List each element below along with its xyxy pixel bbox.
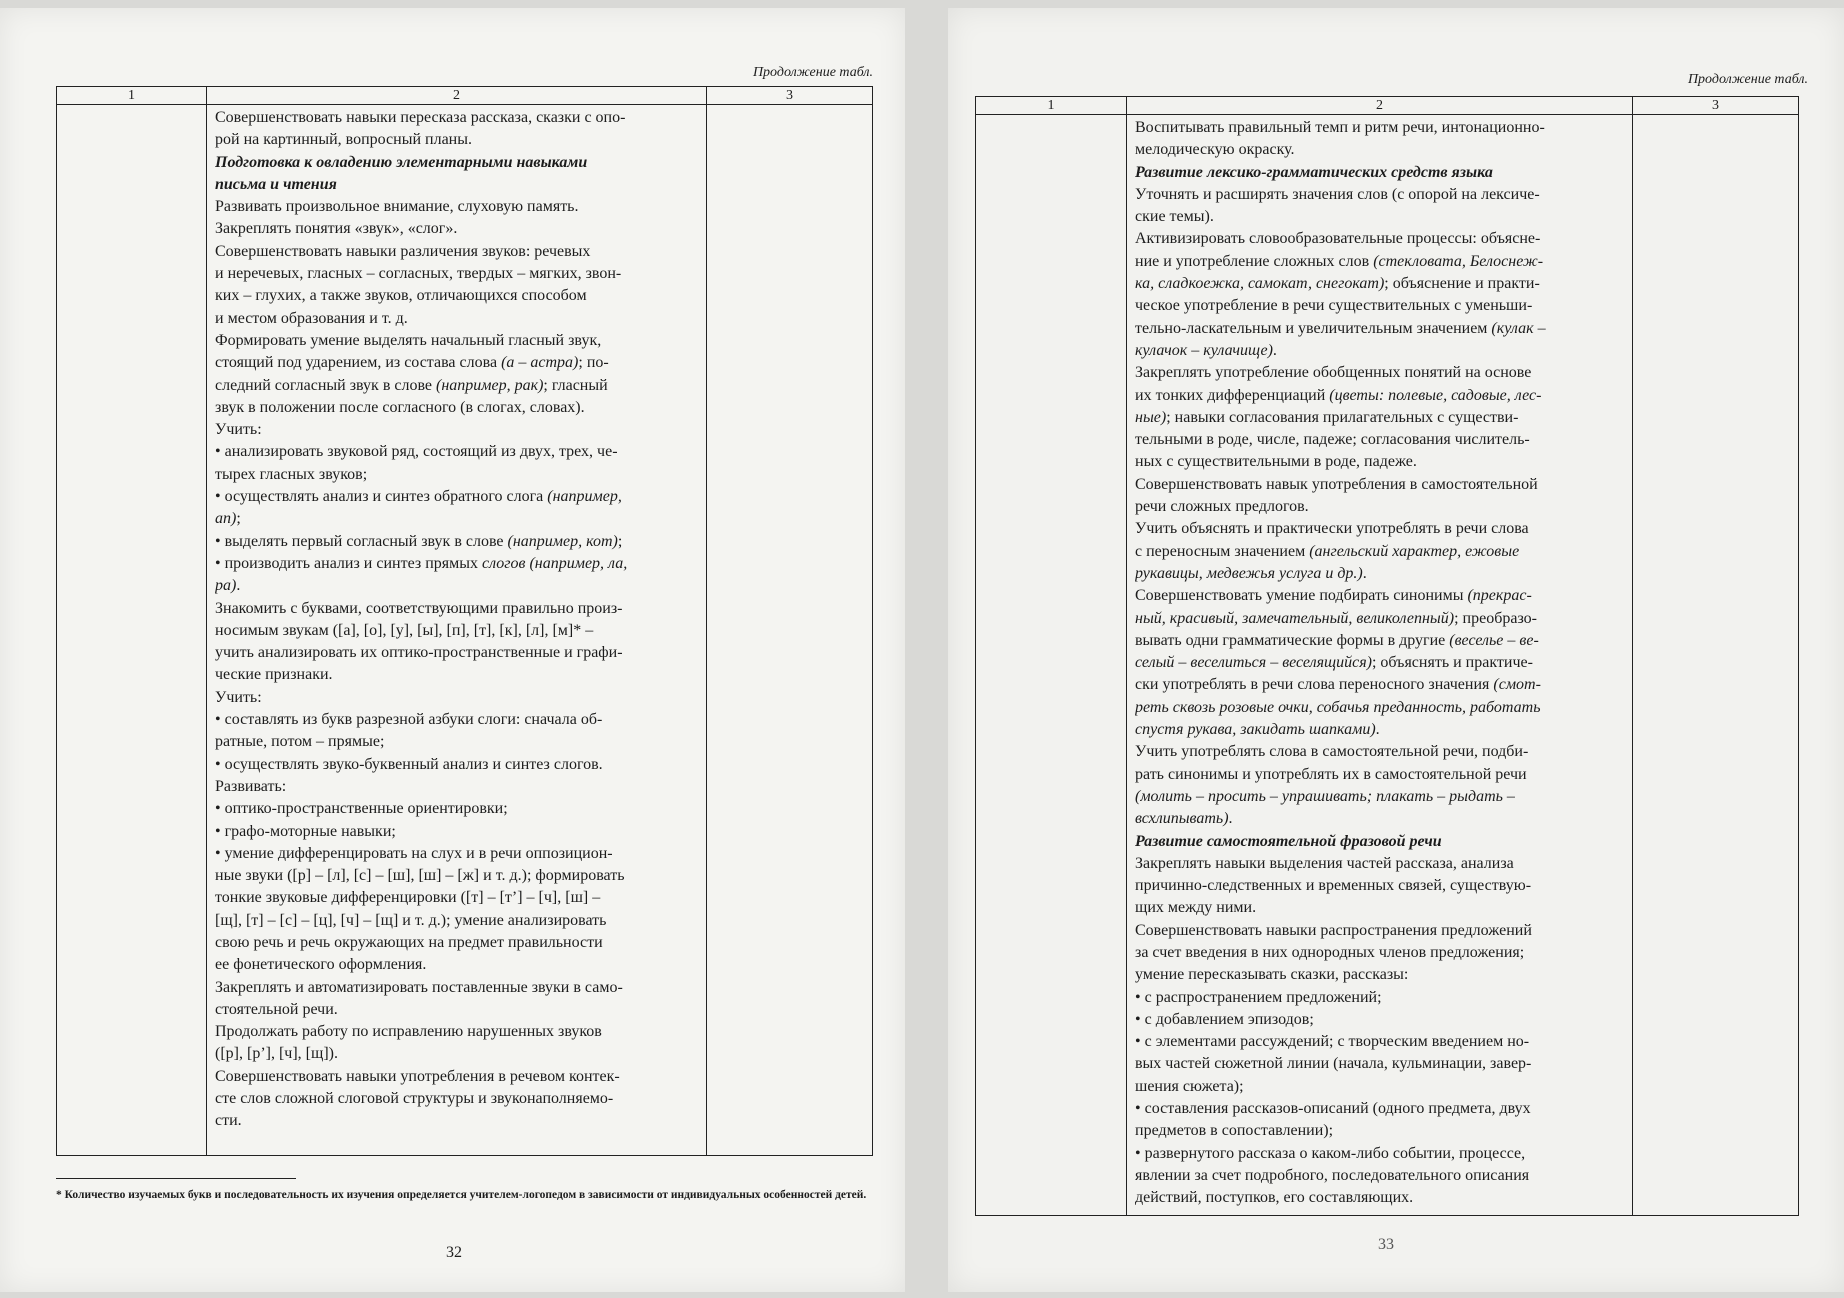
line-text: Совершенствовать навыки употребления в речевом контек- [215,1067,620,1085]
column-header-3: 3 [1633,97,1799,115]
text-line [215,464,698,486]
text-line [1135,295,1624,317]
text-line [1135,1165,1624,1187]
text-line [215,664,698,686]
line-text: ([р], [р’], [ч], [щ]). [215,1045,338,1063]
column-header-2: 2 [1127,97,1633,115]
text-line [215,508,698,530]
text-line [1135,853,1624,875]
text-line [215,620,698,642]
italic-example: ра) [215,577,237,595]
italic-example: ный, красивый, замечательный, великолепный) [1135,609,1455,627]
text-line [215,129,698,151]
line-text: сти. [215,1112,242,1130]
line-tail: ; [236,510,241,528]
line-text: речи сложных предлогов. [1135,498,1309,516]
line-text: Закреплять понятия «звук», «слог». [215,220,458,238]
line-text: за счет введения в них однородных членов предложения; [1135,943,1525,961]
section-heading [1135,831,1624,853]
text-line [1135,808,1624,830]
line-text: • анализировать звуковой ряд, состоящий из двух, трех, че- [215,443,618,461]
line-text: ратные, потом – прямые; [215,733,385,751]
italic-example: (молить – просить – упрашивать; плакать – рыдать – [1135,787,1515,805]
line-text: • осуществлять звуко-буквенный анализ и синтез слогов. [215,755,603,773]
line-text: Развивать: [215,777,287,795]
text-line [1135,1120,1624,1142]
line-text: • оптико-пространственные ориентировки; [215,800,508,818]
line-text: Знакомить с буквами, соответствующими правильно произ- [215,599,623,617]
italic-example: (ангельский характер, ежовые [1309,542,1520,560]
text-line [1135,563,1624,585]
text-line [215,107,698,129]
line-text: • с элементами рассуждений; с творческим введением но- [1135,1033,1530,1051]
text-line [1135,786,1624,808]
line-text: Продолжать работу по исправлению нарушенных звуков [215,1023,602,1041]
column-2-cell [1127,115,1633,1216]
line-text: • составлять из букв разрезной азбуки слоги: сначала об- [215,711,603,729]
text-line [1135,541,1624,563]
line-text: шения сюжета); [1135,1077,1244,1095]
line-tail: . [1375,721,1380,739]
line-text: ние и употребление сложных слов [1135,252,1374,270]
text-line [215,687,698,709]
line-text: предметов в сопоставлении); [1135,1122,1334,1140]
text-line [215,1021,698,1043]
line-text: щих между ними. [1135,899,1257,917]
line-text: Закреплять навыки выделения частей рассказа, анализа [1135,854,1514,872]
line-text: Совершенствовать навыки пересказа рассказа, сказки с опо- [215,109,626,126]
line-text: Воспитывать правильный темп и ритм речи, интонационно- [1135,119,1545,136]
text-line [215,1110,698,1132]
text-line [1135,1187,1624,1209]
line-text: носимым звукам ([а], [о], [у], [ы], [п], [т], [к], [л], [м]* – [215,621,594,639]
text-line [215,486,698,508]
line-text: ские темы). [1135,208,1214,226]
line-text: вывать одни грамматические формы в другие [1135,631,1450,649]
line-text: • графо-моторные навыки; [215,822,396,840]
text-line [1135,942,1624,964]
line-text: явлении за счет подробного, последовательного описания [1135,1166,1530,1184]
italic-example: (смот- [1493,676,1541,694]
line-text: и местом образования и т. д. [215,309,408,327]
text-line [215,754,698,776]
page-number: 33 [1378,1236,1394,1253]
text-line [215,709,698,731]
line-text: Закреплять и автоматизировать поставленные звуки в само- [215,978,623,996]
column-header-2: 2 [207,87,707,105]
line-text: Учить: [215,421,262,439]
text-line [1135,697,1624,719]
text-line [1135,362,1624,384]
text-line [1135,385,1624,407]
text-line [1135,1076,1624,1098]
page-number: 32 [446,1244,462,1261]
line-text: [щ], [т] – [с] – [ц], [ч] – [щ] и т. д.); умение анализировать [215,911,607,929]
line-text: письма и чтения [215,175,337,193]
line-text: • выделять первый согласный звук в слове [215,532,508,550]
text-line [1135,764,1624,786]
italic-example: слогов (например, ла, [482,554,628,572]
line-text: умение пересказывать сказки, рассказы: [1135,966,1409,984]
italic-example: (а – астра) [501,354,579,372]
text-line [215,419,698,441]
line-text: мелодическую окраску. [1135,141,1295,159]
text-line [1135,518,1624,540]
line-text: Формировать умение выделять начальный гласный звук, [215,331,602,349]
text-line [215,397,698,419]
text-line [1135,741,1624,763]
text-line [1135,273,1624,295]
text-line [215,731,698,753]
italic-example: (например, рак) [436,376,544,394]
text-line [1135,251,1624,273]
text-line [215,642,698,664]
text-line [1135,1143,1624,1165]
text-line [215,1043,698,1065]
line-text: Совершенствовать навык употребления в самостоятельной [1135,475,1538,493]
line-text: ких – глухих, а также звуков, отличающихся способом [215,287,587,305]
text-line [1135,1009,1624,1031]
text-line [215,910,698,932]
line-text: Учить: [215,688,262,706]
text-line [1135,897,1624,919]
section-heading [1135,162,1624,184]
text-line [1135,674,1624,696]
text-line [1135,1053,1624,1075]
text-line [215,330,698,352]
line-text: • развернутого рассказа о каком-либо событии, процессе, [1135,1144,1526,1162]
line-text: тырех гласных звуков; [215,465,368,483]
table-row [57,105,873,1156]
column-1-cell [976,115,1127,1216]
line-text: Совершенствовать навыки различения звуков: речевых [215,242,591,260]
line-text: сте слов сложной слоговой структуры и звуконаполняемо- [215,1090,614,1108]
text-line [1135,429,1624,451]
text-line [1135,340,1624,362]
column-3-cell [707,105,873,1156]
line-tail: . [1228,810,1233,828]
italic-example: спустя рукава, закидать шапками) [1135,721,1376,739]
text-line [1135,585,1624,607]
column-header-3: 3 [707,87,873,105]
text-line [215,375,698,397]
column-header-1: 1 [57,87,207,105]
text-line [215,821,698,843]
line-text: тельно-ласкательным и увеличительным значением [1135,319,1492,337]
text-line [1135,496,1624,518]
column-2-cell [207,105,707,1156]
table-header-row [976,97,1799,115]
italic-example: (кулак – [1491,319,1546,337]
text-line [1135,139,1624,161]
line-text: Развитие самостоятельной фразовой речи [1135,832,1442,850]
line-text: ее фонетического оформления. [215,956,427,974]
text-line [1135,1031,1624,1053]
text-line [215,308,698,330]
line-text: их тонких дифференциаций [1135,386,1330,404]
text-line [1135,719,1624,741]
text-line [1135,608,1624,630]
line-text: ческие признаки. [215,666,333,684]
line-text: учить анализировать их оптико-пространственные и графи- [215,644,623,662]
italic-example: всхлипывать) [1135,810,1229,828]
italic-example: (цветы: полевые, садовые, лес- [1329,386,1542,404]
text-line [215,598,698,620]
text-line [215,531,698,553]
line-text: Активизировать словообразовательные процессы: объясне- [1135,230,1541,248]
line-text: стоятельной речи. [215,1000,338,1018]
italic-example: (например, кот) [507,532,618,550]
text-line [215,999,698,1021]
section-heading [215,174,698,196]
line-text: Совершенствовать умение подбирать синонимы [1135,587,1468,605]
italic-example: (например, [547,488,622,506]
line-tail: . [236,577,241,595]
text-line [215,196,698,218]
section-heading [215,152,698,174]
text-line [215,776,698,798]
line-text: Учить употреблять слова в самостоятельной речи, подби- [1135,743,1529,761]
column-1-cell [57,105,207,1156]
text-line [1135,451,1624,473]
column-header-1: 1 [976,97,1127,115]
italic-example: реть сквозь розовые очки, собачья преданность, работать [1135,698,1541,716]
text-line [215,798,698,820]
text-line [1135,474,1624,496]
line-text: действий, поступков, его составляющих. [1135,1189,1414,1207]
line-tail: . [1272,341,1277,359]
line-text: ческое употребление в речи существительных с уменьши- [1135,297,1533,315]
italic-example: (прекрас- [1467,587,1532,605]
line-text: • умение дифференцировать на слух и в речи оппозицион- [215,844,613,862]
line-text: • с добавлением эпизодов; [1135,1010,1314,1028]
line-text: тонкие звуковые дифференцировки ([т] – [т’] – [ч], [ш] – [215,889,601,907]
text-line [1135,318,1624,340]
line-tail: . [1362,564,1367,582]
column-3-cell [1633,115,1799,1216]
line-tail: ; гласный [543,376,608,394]
line-text: ные звуки ([р] – [л], [с] – [ш], [ш] – [ж] и т. д.); формировать [215,867,625,885]
line-tail: ; [617,532,623,550]
line-tail: ; объяснять и практиче- [1371,654,1533,672]
italic-example: ка, сладкоежка, самокат, снегокат) [1135,275,1385,293]
text-line [1135,630,1624,652]
text-line [1135,117,1624,139]
line-text: Закреплять употребление обобщенных понятий на основе [1135,364,1532,382]
line-text: тельными в роде, числе, падеже; согласования числитель- [1135,431,1530,449]
line-text: Учить объяснять и практически употреблять в речи слова [1135,520,1529,538]
content-table [975,96,1799,1216]
right-page [948,8,1844,1292]
text-line [1135,407,1624,429]
line-text: Развивать произвольное внимание, слуховую память. [215,198,579,216]
text-line [1135,920,1624,942]
line-text: Уточнять и расширять значения слов (с опорой на лексиче- [1135,185,1540,203]
text-line [1135,206,1624,228]
text-line [215,218,698,240]
line-tail: ; по- [578,354,609,372]
text-line [215,352,698,374]
line-text: вых частей сюжетной линии (начала, кульминации, завер- [1135,1055,1532,1073]
text-line [215,241,698,263]
text-line [1135,228,1624,250]
text-line [1135,1098,1624,1120]
line-text: причинно-следственных и временных связей, существую- [1135,877,1532,895]
italic-example: ные) [1135,408,1167,426]
line-text: • производить анализ и синтез прямых [215,554,482,572]
line-text: с переносным значением [1135,542,1310,560]
italic-example: кулачок – кулачище) [1135,341,1273,359]
text-line [215,954,698,976]
continuation-label: Продолжение табл. [752,65,873,80]
text-line [215,887,698,909]
line-text: рой на картинный, вопросный планы. [215,131,472,149]
line-text: Совершенствовать навыки распространения предложений [1135,921,1532,939]
text-line [215,843,698,865]
table-header-row [57,87,873,105]
content-table [56,86,873,1156]
line-text: рать синонимы и употреблять их в самостоятельной речи [1135,765,1527,783]
italic-example: ап) [215,510,237,528]
line-text: Подготовка к овладению элементарными навыками [215,153,588,171]
line-text: • осуществлять анализ и синтез обратного слога [215,488,548,506]
line-text: ных с существительными в роде, падеже. [1135,453,1417,471]
line-text: звук в положении после согласного (в слогах, словах). [215,398,585,416]
italic-example: (веселье – ве- [1449,631,1539,649]
text-line [215,1066,698,1088]
left-page [0,8,905,1292]
continuation-label: Продолжение табл. [1687,72,1808,87]
line-text: ски употреблять в речи слова переносного значения [1135,676,1494,694]
italic-example: селый – веселиться – веселящийся) [1135,654,1372,672]
text-line [1135,875,1624,897]
line-text: • составления рассказов-описаний (одного предмета, двух [1135,1100,1531,1118]
text-line [215,553,698,575]
text-line [1135,652,1624,674]
table-row [976,115,1799,1216]
line-text: свою речь и речь окружающих на предмет правильности [215,933,603,951]
text-line [215,932,698,954]
text-line [215,575,698,597]
text-line [1135,964,1624,986]
line-text: • с распространением предложений; [1135,988,1382,1006]
italic-example: (стекловата, Белоснеж- [1373,252,1544,270]
line-text: следний согласный звук в слове [215,376,437,394]
text-line [215,441,698,463]
text-line [215,865,698,887]
line-text: и неречевых, гласных – согласных, твердых – мягких, звон- [215,265,622,283]
italic-example: рукавицы, медвежья услуга и др.) [1135,564,1363,582]
text-line [215,263,698,285]
text-line [1135,184,1624,206]
text-line [215,977,698,999]
text-line [1135,987,1624,1009]
footnote: * Количество изучаемых букв и последовательность их изучения определяется учителем-логопедом в зависимости от индивидуальных особенностей детей. [56,1189,867,1201]
line-tail: ; навыки согласования прилагательных с существи- [1166,408,1519,426]
line-text: Развитие лексико-грамматических средств языка [1135,163,1493,181]
line-tail: ; преобразо- [1454,609,1537,627]
line-tail: ; объяснение и практи- [1384,275,1540,293]
footnote-rule [56,1178,296,1179]
text-line [215,285,698,307]
line-text: стоящий под ударением, из состава слова [215,354,502,372]
text-line [215,1088,698,1110]
